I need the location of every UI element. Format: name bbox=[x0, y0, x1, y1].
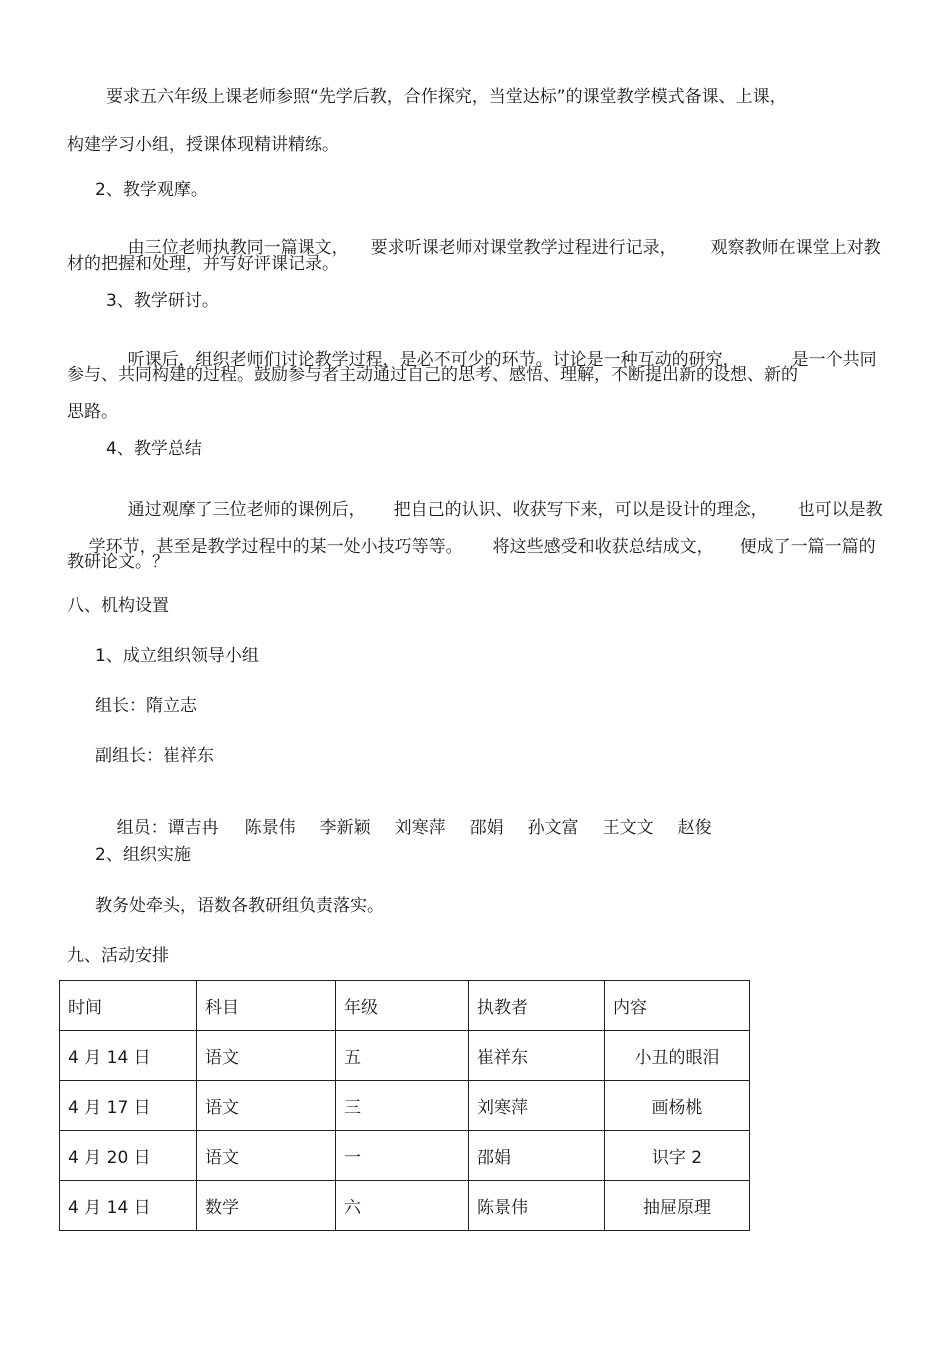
paragraph-line: 要求五六年级上课老师参照“先学后教，合作探究，当堂达标”的课堂教学模式备课、上课， bbox=[106, 87, 787, 107]
table-row bbox=[60, 1081, 750, 1131]
paragraph-line bbox=[67, 514, 876, 580]
member-name: 刘寒萍 bbox=[394, 818, 446, 838]
member-name: 邵娟 bbox=[469, 818, 504, 838]
table-cell: 六 bbox=[336, 1181, 469, 1231]
paragraph-line: 参与、共同构建的过程。鼓励参与者主动通过自己的思考、感悟、理解，不断提出新的设想、新的 bbox=[67, 365, 798, 385]
table-header-cell: 内容 bbox=[605, 981, 750, 1031]
table-cell: 抽屉原理 bbox=[605, 1181, 750, 1231]
table-header-cell: 年级 bbox=[336, 981, 469, 1031]
text-run: 也可以是教 bbox=[797, 500, 883, 520]
text-run: 学环节，甚至是教学过程中的某一处小技巧等等。 bbox=[88, 537, 463, 557]
table-cell: 崔祥东 bbox=[469, 1031, 605, 1081]
member-name: 陈景伟 bbox=[244, 818, 296, 838]
member-label: 组员： bbox=[116, 818, 168, 838]
table-cell: 刘寒萍 bbox=[469, 1081, 605, 1131]
table-row bbox=[60, 1031, 750, 1081]
table-cell: 语文 bbox=[197, 1031, 336, 1081]
text-run: 便成了一篇一篇的 bbox=[739, 537, 876, 557]
section-heading: 1、成立组织领导小组 bbox=[95, 646, 259, 666]
table-cell: 三 bbox=[336, 1081, 469, 1131]
text-run: 观察教师在课堂上对教 bbox=[710, 238, 881, 258]
table-cell: 小丑的眼泪 bbox=[605, 1031, 750, 1081]
table-cell: 陈景伟 bbox=[469, 1181, 605, 1231]
table-row bbox=[60, 1131, 750, 1181]
section-heading: 4、教学总结 bbox=[106, 439, 202, 459]
table-cell: 4 月 14 日 bbox=[60, 1031, 197, 1081]
text-run: 听课后，组织老师们讨论教学过程，是必不可少的环节。讨论是一种互动的研究， bbox=[127, 350, 740, 370]
paragraph-line: 思路。 bbox=[67, 402, 118, 422]
table-cell: 邵娟 bbox=[469, 1131, 605, 1181]
text-run: 将这些感受和收获总结成文， bbox=[492, 537, 714, 557]
text-run: 要求听课老师对课堂教学过程进行记录， bbox=[370, 238, 677, 258]
table-row bbox=[60, 1181, 750, 1231]
text-run: 通过观摩了三位老师的课例后， bbox=[127, 500, 366, 520]
table-cell: 4 月 20 日 bbox=[60, 1131, 197, 1181]
section-heading: 2、教学观摩。 bbox=[95, 180, 208, 200]
table-cell: 4 月 14 日 bbox=[60, 1181, 197, 1231]
section-heading: 九、活动安排 bbox=[67, 946, 169, 966]
text-run: 是一个共同 bbox=[791, 350, 877, 370]
paragraph-line: 组长：隋立志 bbox=[95, 696, 197, 716]
table-cell: 画杨桃 bbox=[605, 1081, 750, 1131]
paragraph-line: 教研论文。？ bbox=[67, 552, 169, 572]
table-header-cell: 执教者 bbox=[469, 981, 605, 1031]
table-cell: 语文 bbox=[197, 1131, 336, 1181]
table-header-cell: 科目 bbox=[197, 981, 336, 1031]
table-header-cell: 时间 bbox=[60, 981, 197, 1031]
paragraph-line: 材的把握和处理，并写好评课记录。 bbox=[67, 254, 339, 274]
text-run: 由三位老师执教同一篇课文， bbox=[127, 238, 349, 258]
table-header-row bbox=[60, 981, 750, 1031]
table-cell: 4 月 17 日 bbox=[60, 1081, 197, 1131]
paragraph-line: 教务处牵头，语数各教研组负责落实。 bbox=[95, 896, 384, 916]
section-heading: 八、机构设置 bbox=[67, 596, 169, 616]
table-cell: 一 bbox=[336, 1131, 469, 1181]
member-name: 孙文富 bbox=[527, 818, 579, 838]
member-name: 谭吉冉 bbox=[167, 818, 219, 838]
member-name: 李新颖 bbox=[319, 818, 371, 838]
table-cell: 语文 bbox=[197, 1081, 336, 1131]
paragraph-line: 副组长：崔祥东 bbox=[95, 746, 214, 766]
table-cell: 五 bbox=[336, 1031, 469, 1081]
schedule-table bbox=[59, 980, 750, 1231]
table-cell: 数学 bbox=[197, 1181, 336, 1231]
section-heading: 3、教学研讨。 bbox=[106, 291, 219, 311]
member-name: 赵俊 bbox=[677, 818, 712, 838]
paragraph-line: 构建学习小组，授课体现精讲精练。 bbox=[67, 135, 339, 155]
section-heading: 2、组织实施 bbox=[95, 845, 191, 865]
table-cell: 识字 2 bbox=[605, 1131, 750, 1181]
member-name: 王文文 bbox=[602, 818, 654, 838]
text-run: 把自己的认识、收获写下来，可以是设计的理念， bbox=[393, 500, 768, 520]
